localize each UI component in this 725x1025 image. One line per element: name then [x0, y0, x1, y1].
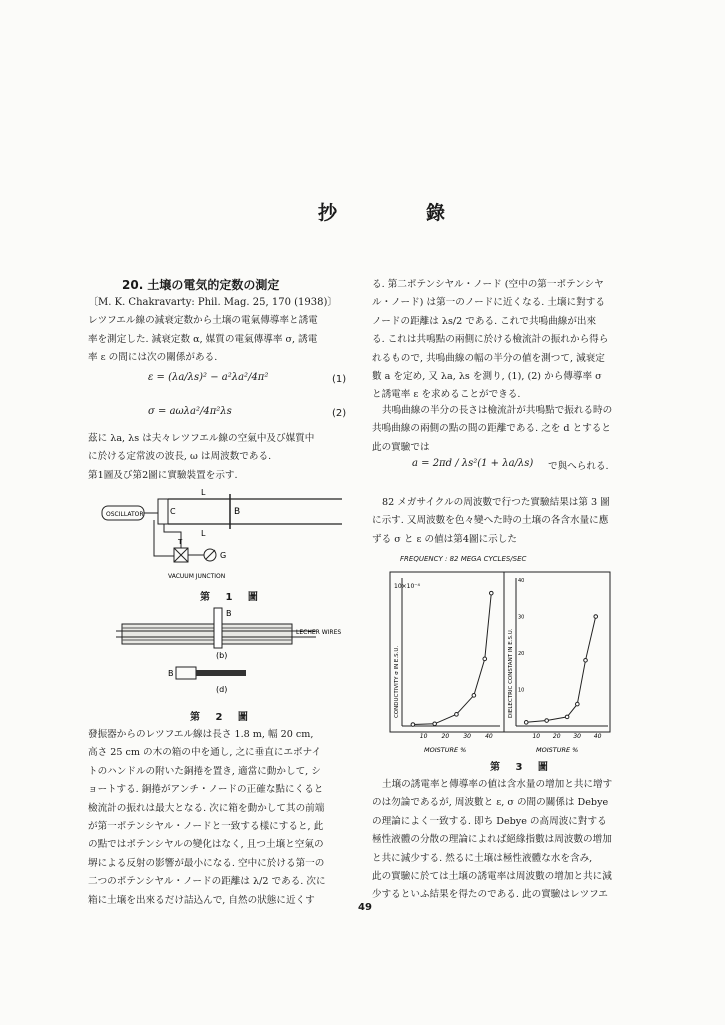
figure-1-caption: 第 1 圖	[200, 592, 264, 603]
left-scale-note: 10×10⁻⁴	[394, 583, 420, 590]
text-line: れるもので, 共鳴曲線の幅の半分の値を測つて, 減衰定	[372, 352, 605, 364]
handle-grip	[176, 667, 196, 679]
figure-3-caption: 第 3 圖	[490, 762, 554, 773]
left-para-1	[88, 312, 356, 367]
copper-slider	[214, 608, 222, 648]
text-line: 檢流計の振れは最大となる. 次に箱を動かして其の前端	[88, 802, 325, 814]
label-T: T	[178, 538, 183, 546]
vacuum-junction-label: VACUUM JUNCTION	[168, 573, 226, 580]
text-line: と共に減少する. 然るに土壌は極性液體な水を含み,	[372, 852, 593, 864]
text-line: のは勿論であるが, 周波數と ε, σ の間の關係は Debye	[372, 797, 609, 809]
text-line: 共鳴曲線の半分の長さは檢流計が共鳴點で振れる時の	[382, 405, 613, 416]
text-line: 高さ 25 cm の木の箱の中を通し, 之に垂直にエボナイ	[88, 747, 322, 759]
left-x-axis-label: MOISTURE %	[424, 746, 467, 754]
text-line: の理論によく一致する. 即ち Debye の高周波に對する	[372, 815, 607, 827]
left-para-2	[88, 430, 356, 485]
figure-3-frequency-label: FREQUENCY : 82 MEGA CYCLES/SEC	[400, 555, 527, 563]
oscillator-label: OSCILLATOR	[106, 511, 144, 518]
data-point	[524, 721, 528, 725]
figure-1-diagram	[94, 484, 354, 584]
text-line: 率を測定した. 減衰定数 α, 媒質の電氣傳導率 σ, 誘電	[88, 333, 318, 345]
text-line: 土壌の誘電率と傳導率の値は含水量の增加と共に增す	[382, 779, 613, 790]
text-line: ずる σ と ε の値は第4圖に示した	[372, 533, 517, 545]
figure-3-chart	[384, 568, 616, 758]
data-point	[565, 715, 569, 719]
equation-1: ε = (λa/λs)² − a²λa²/4π²	[148, 372, 269, 383]
equation-3: a = 2πd / λs²(1 + λa/λs)	[412, 458, 534, 469]
x-tick-label: 10	[532, 733, 541, 740]
label-C: C	[170, 507, 176, 516]
equation-3-suffix: で與へられる.	[548, 461, 609, 472]
text-line: 堺による反射の影響が最小になる. 空中に於ける第一の	[88, 857, 325, 869]
label-L-bottom: L	[201, 529, 206, 538]
coupling-coil	[158, 499, 168, 524]
x-tick-label: 30	[463, 733, 471, 740]
label-L-top: L	[201, 488, 206, 497]
text-line: ル・ノード) は第一のノードに近くなる. 土壌に對する	[372, 297, 605, 309]
label-G: G	[220, 551, 227, 560]
x-tick-label: 20	[552, 733, 561, 740]
right-x-axis-label: MOISTURE %	[536, 746, 579, 754]
lecher-wires-label: LECHER WIRES	[296, 629, 342, 636]
page-title-right: 錄	[426, 202, 448, 224]
text-line: トのハンドルの附いた銅捲を置き, 適當に動かして, シ	[88, 765, 321, 777]
label-B: B	[234, 507, 241, 517]
right-para-4	[372, 776, 647, 905]
left-column	[88, 276, 356, 368]
y-tick-label: 10	[518, 687, 525, 694]
figure-2-caption: 第 2 圖	[190, 712, 254, 723]
text-line: ョートする. 銅捲がアンチ・ノードの正確な點にくると	[88, 784, 324, 796]
data-point	[576, 702, 580, 706]
label-B-side: B	[168, 669, 174, 678]
text-line: 第1圖及び第2圖に實驗裝置を示す.	[88, 469, 238, 481]
text-line: が第一ポテンシヤル・ノードと一致する樣にすると, 此	[88, 821, 324, 833]
left-para-3	[88, 726, 356, 910]
x-tick-label: 40	[593, 733, 602, 740]
equation-2-number: (2)	[332, 408, 347, 419]
y-tick-label: 20	[518, 651, 525, 657]
text-line: 二つのポテンシヤル・ノードの距離は λ/2 である. 次に	[88, 876, 326, 888]
text-line: レツフエル線の減衰定数から土壌の電氣傳導率と誘電	[88, 315, 318, 327]
x-tick-label: 10	[419, 733, 428, 740]
text-line: ノードの距離は λs/2 である. これで共鳴曲線が出來	[372, 315, 597, 327]
text-line: に於ける定常波の波長, ω は周波数である.	[88, 451, 272, 463]
label-b: (b)	[216, 651, 228, 660]
right-para-3	[372, 494, 647, 549]
figure-2-diagram	[116, 600, 361, 700]
text-line: る. これは共鳴點の兩側に於ける檢流計の振れから得ら	[372, 334, 609, 346]
x-tick-label: 30	[573, 733, 581, 740]
text-line: 發振器からのレツフエル線は長さ 1.8 m, 幅 20 cm,	[88, 729, 314, 740]
text-line: 極性液體の分散の理論によれば絕緣指數は周波數の增加	[372, 834, 612, 846]
y-tick-label: 40	[518, 578, 525, 584]
right-y-axis-label: DIELECTRIC CONSTANT IN E.S.U.	[508, 628, 514, 718]
page-title-left: 抄	[318, 202, 340, 224]
text-line: 茲に λa, λs は夫々レツフエル線の空氣中及び媒質中	[88, 433, 315, 444]
chart-frame	[390, 572, 610, 732]
text-line: 箱に土壌を出來るだけ詰込んで, 自然の狀態に近くす	[88, 894, 315, 906]
right-y-ticks	[518, 578, 524, 694]
y-tick-label: 30	[518, 614, 525, 621]
data-point	[584, 659, 588, 663]
text-line: る. 第二ポテンシヤル・ノード (空中の第一ポテンシヤ	[372, 279, 604, 290]
data-point	[433, 722, 437, 726]
text-line: 率 ε の間には次の關係がある.	[88, 352, 218, 364]
dielectric-points	[524, 615, 597, 724]
label-d: (d)	[216, 685, 228, 694]
text-line: と誘電率 ε を求めることができる.	[372, 389, 521, 401]
right-para-1	[372, 276, 647, 405]
conductivity-points	[411, 591, 493, 726]
data-point	[483, 657, 487, 661]
right-para-2	[372, 402, 647, 457]
text-line: 82 メガサイクルの周波數で行つた實驗結果は第 3 圖	[382, 497, 610, 508]
data-point	[489, 591, 493, 595]
text-line: 共鳴曲線の兩側の點の間の距離である. 之を d とすると	[372, 423, 611, 435]
dielectric-curve	[526, 617, 596, 723]
data-point	[545, 719, 549, 723]
data-point	[472, 694, 476, 698]
text-line: 此の實驗に於ては土壌の誘電率は周波數の增加と共に減	[372, 871, 612, 883]
left-y-axis-label: CONDUCTIVITY σ IN E.S.U.	[394, 645, 400, 718]
text-line: に示す. 又周波數を色々變へた時の土壌の各含水量に應	[372, 515, 609, 527]
wooden-box	[122, 624, 292, 644]
equation-2: σ = aωλa²/4π²λs	[148, 406, 232, 417]
x-tick-label: 20	[441, 733, 450, 740]
article-title: 20. 土壌の電気的定数の測定	[122, 278, 280, 292]
page-number: 49	[358, 902, 372, 913]
equation-1-number: (1)	[332, 374, 347, 385]
citation: 〔M. K. Chakravarty: Phil. Mag. 25, 170 (1938)〕	[88, 297, 338, 308]
text-line: の點ではポテンシヤルの變化はなく, 且つ土壌と空氣の	[88, 839, 324, 851]
text-line: 少するといふ結果を得たのである. 此の實驗はレツフエ	[372, 889, 608, 901]
conductivity-curve	[413, 593, 491, 724]
data-point	[455, 713, 459, 717]
label-B-top: B	[226, 609, 232, 618]
ebonite-handle	[196, 670, 246, 676]
x-tick-label: 40	[485, 733, 493, 740]
text-line: 數 a を定め, 又 λa, λs を測り, (1), (2) から傳導率 σ	[372, 371, 602, 383]
text-line: 此の實驗では	[372, 441, 430, 453]
data-point	[411, 723, 415, 727]
data-point	[594, 615, 598, 619]
